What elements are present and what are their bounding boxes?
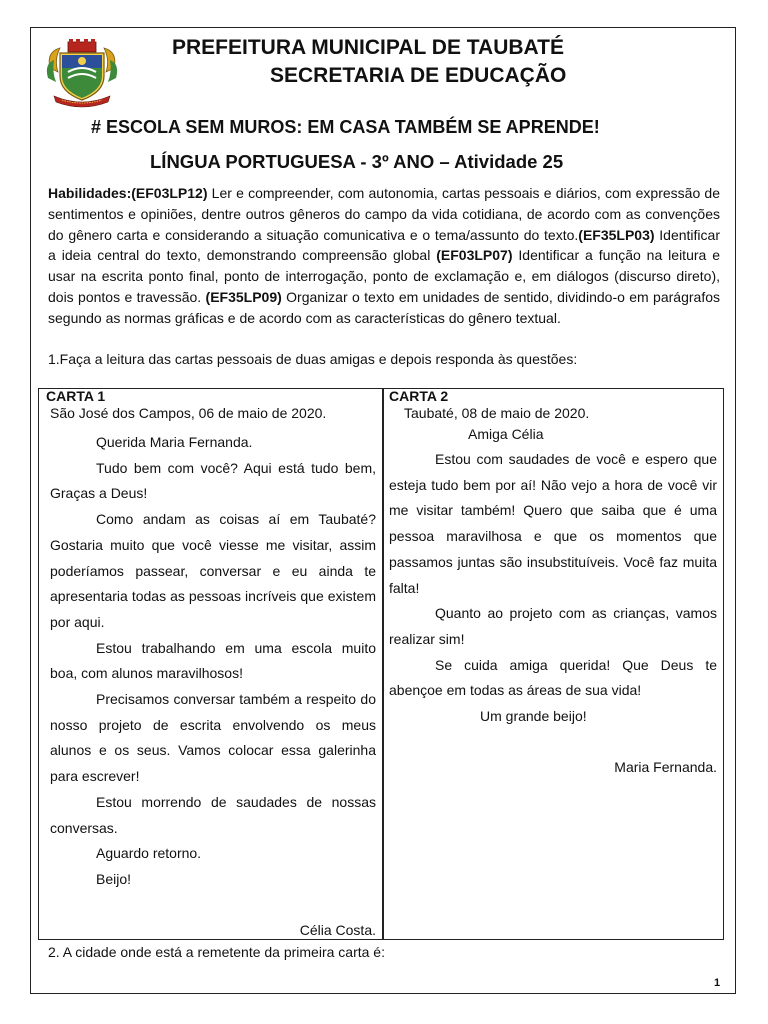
skill-code-ef35lp09: (EF35LP09) bbox=[205, 288, 282, 305]
letter-2-paragraph: Quanto ao projeto com as crianças, vamos realizar sim! bbox=[389, 605, 717, 647]
skill-code-ef03lp12: (EF03LP12) bbox=[131, 185, 208, 201]
letter-2-label: CARTA 2 bbox=[389, 388, 449, 404]
letters-divider bbox=[382, 388, 384, 940]
letter-2-body bbox=[389, 404, 717, 780]
habilidades-paragraph bbox=[48, 183, 720, 329]
activity-title: LÍNGUA PORTUGUESA - 3º ANO – Atividade 25 bbox=[150, 151, 564, 172]
letter-2-signature: Maria Fernanda. bbox=[614, 758, 717, 775]
skill-text-ef03lp12: Ler e compreender, com autonomia, cartas pessoais e diários, com expressão de sentimentos e opiniões, dentre outros gêneros do campo da vida cotidiana, de acordo com as convenções do gênero carta e considerando a situação comunicativa e o tema/assunto do texto. bbox=[48, 185, 720, 243]
header-secretaria: SECRETARIA DE EDUCAÇÃO bbox=[270, 64, 567, 87]
question-1: 1.Faça a leitura das cartas pessoais de duas amigas e depois responda às questões: bbox=[48, 351, 578, 367]
coat-of-arms-logo bbox=[44, 38, 120, 108]
letter-1-paragraph: Tudo bem com você? Aqui está tudo bem, Graças a Deus! bbox=[50, 459, 376, 502]
letter-1-paragraph: Estou morrendo de saudades de nossas conversas. bbox=[50, 793, 376, 836]
letter-1-paragraph: Estou trabalhando em uma escola muito boa, com alunos maravilhosos! bbox=[50, 639, 376, 682]
letter-1-greeting: Querida Maria Fernanda. bbox=[96, 434, 253, 450]
letter-2-greeting: Amiga Célia bbox=[468, 426, 544, 442]
letter-2-paragraph: Estou com saudades de você e espero que esteja tudo bem por aí! Não vejo a hora de você vir me visitar também! Quero que saiba que é uma pessoa maravilhosa e que os momentos que passamos juntas são insubstituíveis. Você faz muita falta! bbox=[389, 451, 717, 596]
letter-1-paragraph: Como andam as coisas aí em Taubaté? Gostaria muito que você viesse me visitar, assim poderíamos passear, conversar e eu ainda te apresentaria todas as pessoas incríveis que existem por aqui. bbox=[50, 511, 376, 630]
letter-2 bbox=[389, 389, 717, 780]
campaign-title: # ESCOLA SEM MUROS: EM CASA TAMBÉM SE APRENDE! bbox=[91, 117, 600, 137]
skill-text-ef03lp07: Identificar a função na leitura e usar na escrita ponto final, ponto de interrogação, ponto de exclamação e, em diálogos (discurso direto), dois pontos e travessão. bbox=[48, 247, 721, 305]
letter-1-paragraph: Aguardo retorno. bbox=[96, 845, 202, 862]
letter-2-place-date: Taubaté, 08 de maio de 2020. bbox=[404, 405, 590, 421]
letter-1-label: CARTA 1 bbox=[46, 388, 106, 404]
habilidades-label: Habilidades: bbox=[48, 185, 132, 201]
skill-code-ef03lp07: (EF03LP07) bbox=[436, 247, 513, 264]
letter-2-closing: Um grande beijo! bbox=[480, 708, 587, 725]
letter-1-paragraph: Precisamos conversar também a respeito do nosso projeto de escrita envolvendo os meus alunos e os seus. Vamos colocar essa galerinha para escrever! bbox=[50, 691, 376, 785]
question-2: 2. A cidade onde está a remetente da primeira carta é: bbox=[48, 944, 385, 960]
letter-1-place-date: São José dos Campos, 06 de maio de 2020. bbox=[50, 405, 327, 421]
skill-text-ef35lp03: Identificar a ideia central do texto, demonstrando compreensão global bbox=[48, 226, 720, 264]
page-number: 1 bbox=[714, 977, 721, 989]
header-prefeitura: PREFEITURA MUNICIPAL DE TAUBATÉ bbox=[172, 36, 564, 59]
letter-1-paragraph: Beijo! bbox=[96, 870, 132, 887]
letter-1-body bbox=[50, 404, 376, 943]
letter-1-signature: Célia Costa. bbox=[299, 921, 376, 938]
skill-code-ef35lp03: (EF35LP03) bbox=[578, 226, 655, 243]
letter-1 bbox=[46, 389, 376, 943]
letter-2-paragraph: Se cuida amiga querida! Que Deus te abençoe em todas as áreas de sua vida! bbox=[389, 656, 717, 699]
skill-text-ef35lp09: Organizar o texto em unidades de sentido, dividindo-o em parágrafos segundo as normas gráficas e de acordo com as características do gênero textual. bbox=[48, 288, 720, 326]
